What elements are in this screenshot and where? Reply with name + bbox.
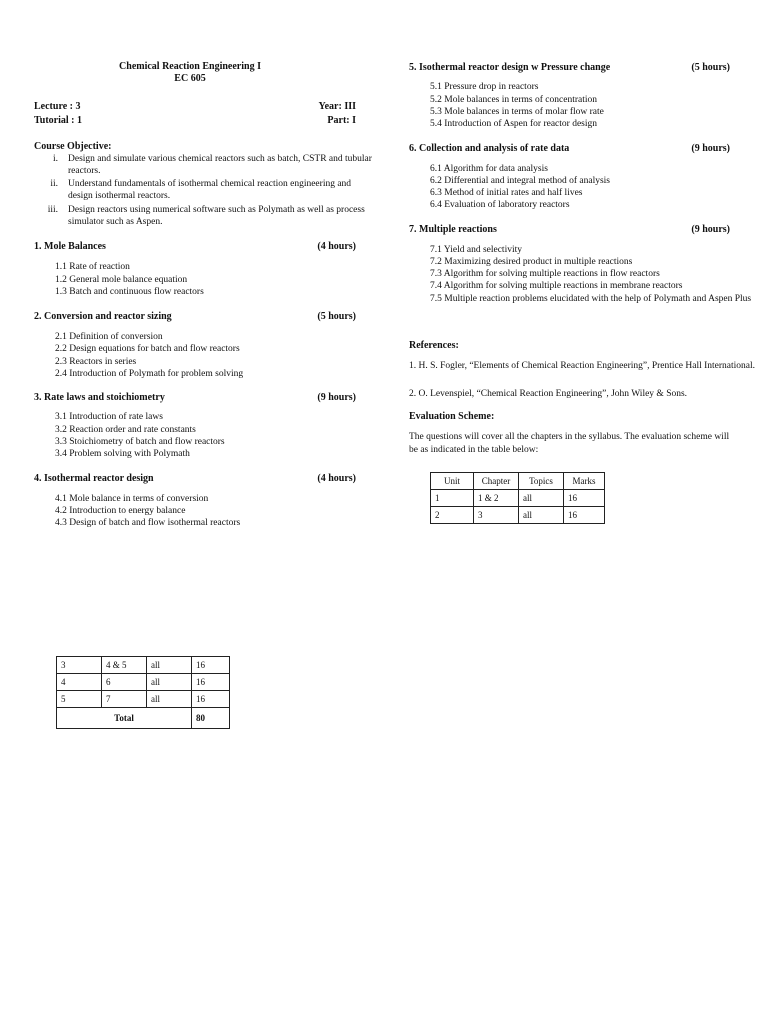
objective-heading: Course Objective: [34, 141, 112, 152]
topic-item: 7.3 Algorithm for solving multiple reactions in flow reactors [430, 269, 660, 279]
objective-num: ii. [50, 179, 58, 189]
table-row [57, 657, 230, 674]
unit-hours: (9 hours) [317, 392, 356, 403]
topic-item: 6.1 Algorithm for data analysis [430, 164, 548, 174]
tutorial-hours: Tutorial : 1 [34, 115, 82, 126]
year-label: Year: III [318, 101, 356, 112]
reference-item: 1. H. S. Fogler, “Elements of Chemical Reaction Engineering”, Prentice Hall International. [409, 361, 756, 371]
topic-item: 2.2 Design equations for batch and flow reactors [55, 344, 240, 354]
topic-item: 1.1 Rate of reaction [55, 262, 130, 272]
topic-item: 3.2 Reaction order and rate constants [55, 425, 196, 435]
objective-num: iii. [47, 205, 58, 215]
column-header: Unit [431, 473, 474, 490]
table-cell: 16 [564, 490, 605, 507]
topic-item: 4.1 Mole balance in terms of conversion [55, 494, 209, 504]
unit-hours: (4 hours) [317, 241, 356, 252]
table-cell: 16 [192, 657, 230, 674]
table-row [57, 691, 230, 708]
topic-item: 7.2 Maximizing desired product in multiple reactions [430, 257, 633, 267]
table-row [431, 507, 605, 524]
table-cell: all [147, 674, 192, 691]
unit-heading: 6. Collection and analysis of rate data [409, 143, 570, 154]
topic-item: 3.4 Problem solving with Polymath [55, 449, 190, 459]
topic-item: 2.3 Reactors in series [55, 357, 137, 367]
unit-heading: 7. Multiple reactions [409, 224, 497, 235]
evaluation-text: The questions will cover all the chapters in the syllabus. The evaluation scheme will be as indicated in the table below: [409, 432, 730, 455]
table-cell: all [147, 691, 192, 708]
objective-text: Design and simulate various chemical reactors such as batch, CSTR and tubular reactors. [68, 154, 372, 176]
evaluation-heading: Evaluation Scheme: [409, 411, 495, 422]
topic-item: 4.2 Introduction to energy balance [55, 506, 186, 516]
table-cell: 4 [57, 674, 102, 691]
objective-text: Understand fundamentals of isothermal chemical reaction engineering and design isothermal reactors. [68, 179, 352, 201]
table-row [431, 490, 605, 507]
table-cell: 1 [431, 490, 474, 507]
table-cell: all [519, 507, 564, 524]
unit-hours: (5 hours) [691, 62, 730, 73]
objective-item [36, 154, 381, 178]
table-cell: 16 [192, 674, 230, 691]
topic-item: 1.3 Batch and continuous flow reactors [55, 287, 204, 297]
part-label: Part: I [327, 115, 356, 126]
lecture-hours: Lecture : 3 [34, 101, 81, 112]
topic-item: 2.1 Definition of conversion [55, 332, 163, 342]
table-row [57, 674, 230, 691]
topic-item: 5.1 Pressure drop in reactors [430, 82, 539, 92]
topic-item: 7.1 Yield and selectivity [430, 245, 522, 255]
topic-item: 3.1 Introduction of rate laws [55, 412, 163, 422]
table-cell: 2 [431, 507, 474, 524]
table-cell: 7 [102, 691, 147, 708]
unit-hours: (9 hours) [691, 224, 730, 235]
objective-num: i. [52, 154, 58, 164]
unit-hours: (9 hours) [691, 143, 730, 154]
table-cell: 16 [192, 691, 230, 708]
column-header: Chapter [474, 473, 519, 490]
objective-item [36, 179, 381, 203]
evaluation-table [430, 472, 605, 524]
unit-heading: 1. Mole Balances [34, 241, 106, 252]
topic-item: 7.4 Algorithm for solving multiple reactions in membrane reactors [430, 281, 683, 291]
table-cell: 6 [102, 674, 147, 691]
table-total-row [57, 708, 230, 729]
references-heading: References: [409, 340, 459, 351]
unit-heading: 3. Rate laws and stoichiometry [34, 392, 165, 403]
course-code: EC 605 [174, 73, 206, 84]
table-cell: 3 [57, 657, 102, 674]
table-cell: 3 [474, 507, 519, 524]
total-label: Total [57, 708, 192, 729]
topic-item: 7.5 Multiple reaction problems elucidated with the help of Polymath and Aspen Plus [430, 294, 752, 304]
topic-item: 3.3 Stoichiometry of batch and flow reactors [55, 437, 225, 447]
reference-item: 2. O. Levenspiel, “Chemical Reaction Engineering”, John Wiley & Sons. [409, 389, 688, 399]
evaluation-table-continued [56, 656, 230, 729]
unit-heading: 4. Isothermal reactor design [34, 473, 154, 484]
table-cell: 5 [57, 691, 102, 708]
table-cell: all [519, 490, 564, 507]
objective-item [36, 205, 381, 229]
topic-item: 5.4 Introduction of Aspen for reactor design [430, 119, 597, 129]
unit-hours: (4 hours) [317, 473, 356, 484]
topic-item: 6.4 Evaluation of laboratory reactors [430, 200, 570, 210]
topic-item: 2.4 Introduction of Polymath for problem solving [55, 369, 244, 379]
topic-item: 5.2 Mole balances in terms of concentration [430, 95, 597, 105]
column-header: Marks [564, 473, 605, 490]
unit-heading: 2. Conversion and reactor sizing [34, 311, 172, 322]
objective-text: Design reactors using numerical software such as Polymath as well as process simulator such as Aspen. [68, 205, 365, 227]
topic-item: 1.2 General mole balance equation [55, 275, 188, 285]
unit-hours: (5 hours) [317, 311, 356, 322]
topic-item: 6.3 Method of initial rates and half lives [430, 188, 583, 198]
table-cell: all [147, 657, 192, 674]
table-cell: 1 & 2 [474, 490, 519, 507]
table-header-row [431, 473, 605, 490]
table-cell: 4 & 5 [102, 657, 147, 674]
table-cell: 16 [564, 507, 605, 524]
topic-item: 4.3 Design of batch and flow isothermal reactors [55, 518, 241, 528]
total-marks: 80 [192, 708, 230, 729]
topic-item: 5.3 Mole balances in terms of molar flow rate [430, 107, 604, 117]
unit-heading: 5. Isothermal reactor design w Pressure change [409, 62, 611, 73]
topic-item: 6.2 Differential and integral method of analysis [430, 176, 611, 186]
column-header: Topics [519, 473, 564, 490]
course-title: Chemical Reaction Engineering I [119, 61, 261, 72]
